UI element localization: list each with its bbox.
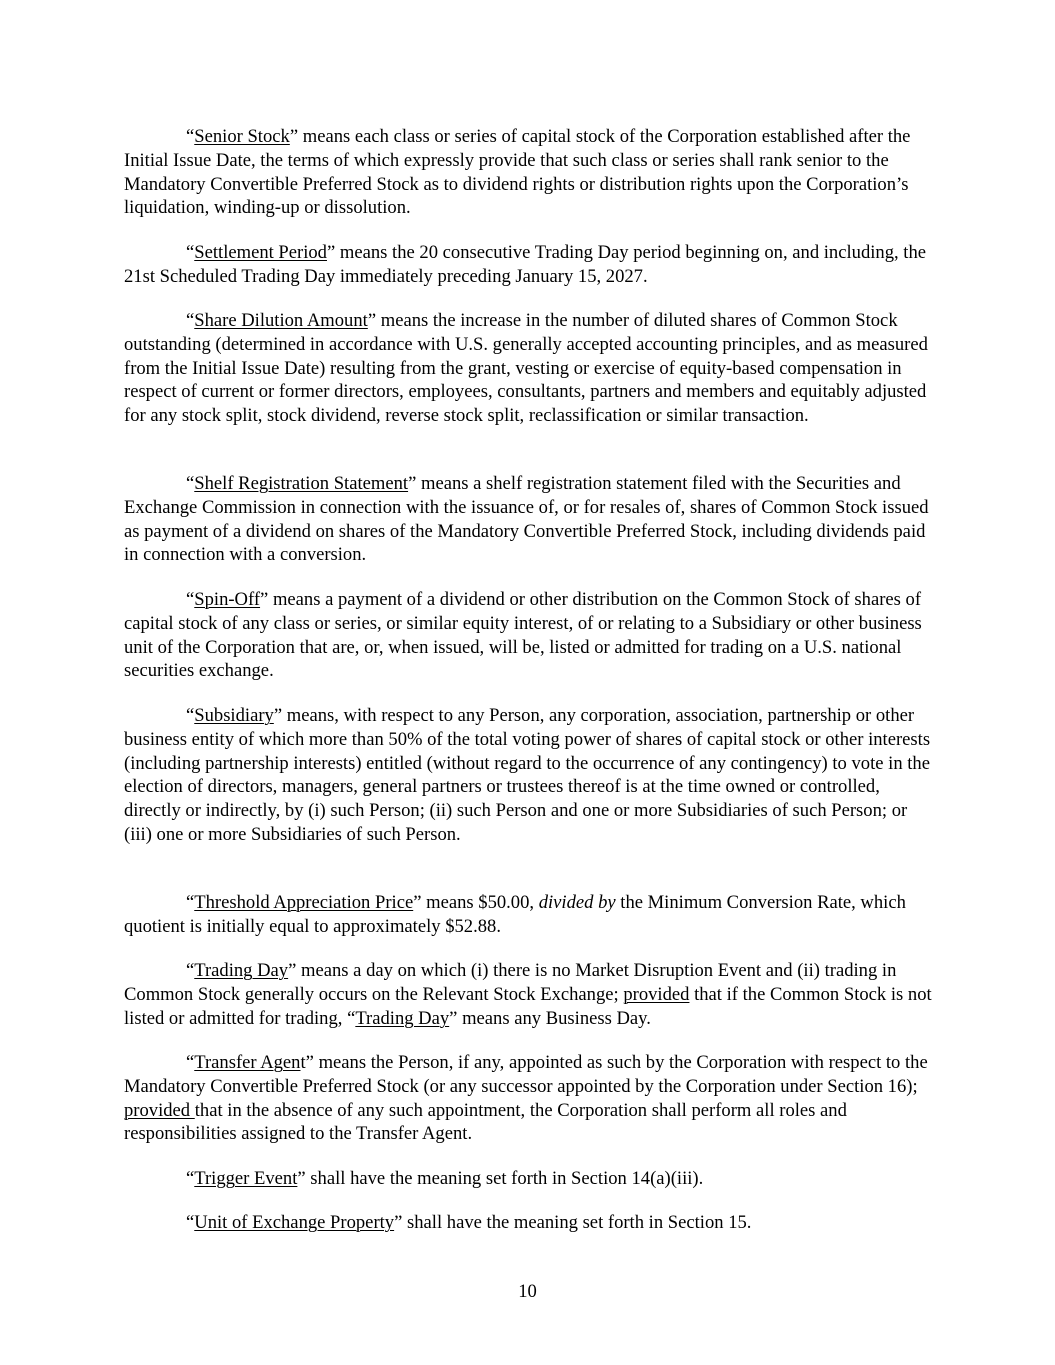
defined-term: Trading Day xyxy=(194,960,289,981)
proviso-term: provided xyxy=(623,983,690,1005)
definition-shelf-registration-statement: “Shelf Registration Statement” means a shelf registration statement filed with the Securities and Exchange Commission in connection with the issuance of, or for resales of, shares of Common Stock issued as payment of a dividend on shares of the Mandatory Convertible Preferred Stock, including dividends paid in connection with a conversion. xyxy=(124,473,929,566)
defined-term: Share Dilution Amount xyxy=(194,310,368,331)
proviso-term: provided xyxy=(124,1099,195,1121)
definition-transfer-agent: “Transfer Agent” means the Person, if any, appointed as such by the Corporation with respect to the Mandatory Convertible Preferred Stock (or any successor appointed by the Corporation under Section 16); provided that in the absence of any such appointment, the Corporation shall perform all roles and responsibilities assigned to the Transfer Agent. xyxy=(124,1052,928,1145)
definition-subsidiary: “Subsidiary” means, with respect to any Person, any corporation, association, partnership or other business entity of which more than 50% of the total voting power of shares of capital stock or other interests (including partnership interests) entitled (without regard to the occurrence of any contingency) to vote in the election of directors, managers, general partners or trustees thereof is at the time owned or controlled, directly or indirectly, by (i) such Person; (ii) such Person and one or more Subsidiaries of such Person; or (iii) one or more Subsidiaries of such Person. xyxy=(124,705,931,845)
defined-term: Transfer Agen xyxy=(194,1052,301,1073)
definition-spin-off: “Spin-Off” means a payment of a dividend or other distribution on the Common Stock of shares of capital stock of any class or series, or similar equity interest, of or relating to a Subsidiary or other business unit of the Corporation that are, or, when issued, will be, listed or admitted for trading on a U.S. national securities exchange. xyxy=(124,589,922,682)
definition-trading-day: “Trading Day” means a day on which (i) there is no Market Disruption Event and (ii) trading in Common Stock generally occurs on the Relevant Stock Exchange; provided that if the Common Stock is not listed or admitted for trading, “Trading Day” means any Business Day. xyxy=(124,960,932,1029)
definition-threshold-appreciation-price: “Threshold Appreciation Price” means $50.00, divided by the Minimum Conversion Rate, which quotient is initially equal to approximately $52.88. xyxy=(124,892,906,937)
defined-term: Trigger Event xyxy=(194,1168,298,1189)
defined-term: Threshold Appreciation Price xyxy=(194,892,414,913)
defined-term: Senior Stock xyxy=(194,126,290,147)
defined-term: Trading Day xyxy=(355,1007,450,1029)
defined-term: Shelf Registration Statement xyxy=(194,473,409,494)
defined-term: Spin-Off xyxy=(194,589,261,610)
italic-phrase: divided by xyxy=(538,892,616,913)
page-number: 10 xyxy=(518,1281,537,1302)
defined-term: Settlement Period xyxy=(194,242,327,263)
defined-term: Subsidiary xyxy=(194,705,274,726)
definition-trigger-event: “Trigger Event” shall have the meaning set forth in Section 14(a)(iii). xyxy=(186,1168,704,1189)
definition-settlement-period: “Settlement Period” means the 20 consecutive Trading Day period beginning on, and including, the 21st Scheduled Trading Day immediately preceding January 15, 2027. xyxy=(124,242,927,287)
definition-share-dilution-amount: “Share Dilution Amount” means the increase in the number of diluted shares of Common Stock outstanding (determined in accordance with U.S. generally accepted accounting principles, and as measured from the Initial Issue Date) resulting from the grant, vesting or exercise of equity-based compensation in respect of current or former directors, employees, consultants, partners and members and equitably adjusted for any stock split, stock dividend, reverse stock split, reclassification or similar transaction. xyxy=(124,310,928,427)
defined-term: Unit of Exchange Property xyxy=(194,1212,395,1233)
definition-senior-stock: “Senior Stock” means each class or series of capital stock of the Corporation established after the Initial Issue Date, the terms of which expressly provide that such class or series shall rank senior to the Mandatory Convertible Preferred Stock as to dividend rights or distribution rights upon the Corporation’s liquidation, winding-up or dissolution. xyxy=(124,126,911,219)
definition-unit-of-exchange-property: “Unit of Exchange Property” shall have the meaning set forth in Section 15. xyxy=(186,1212,752,1233)
